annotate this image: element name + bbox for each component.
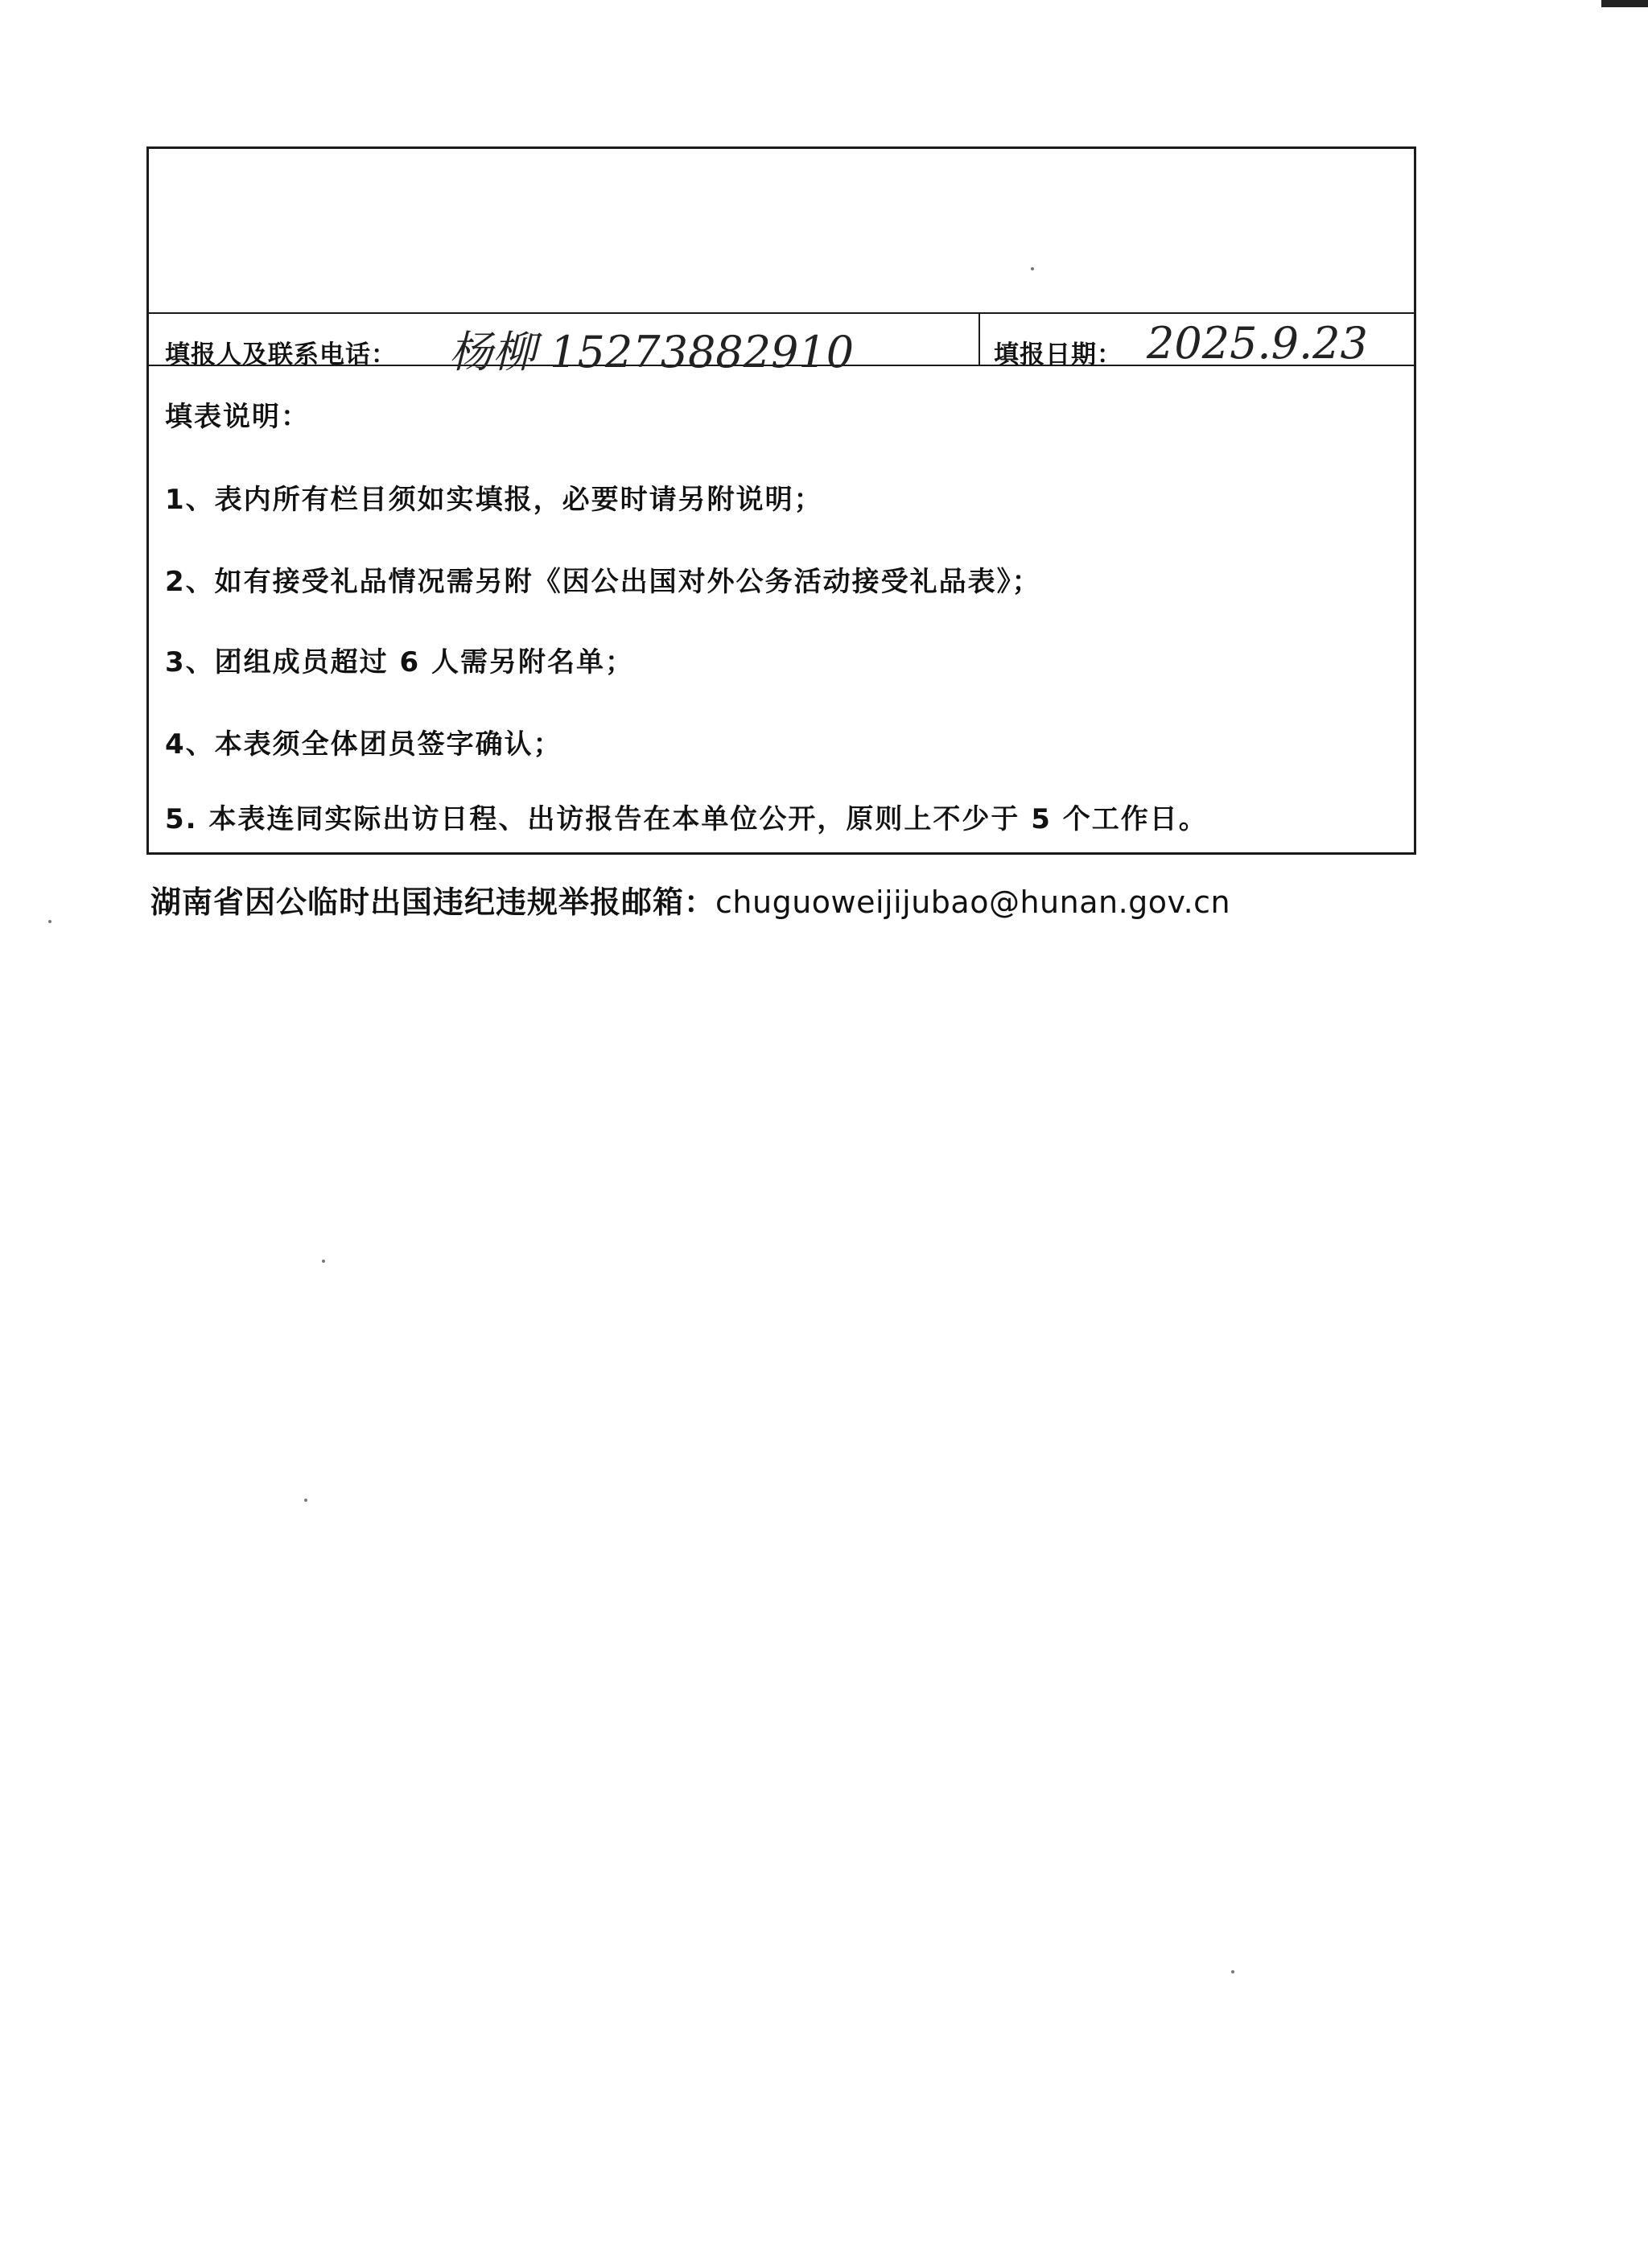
scan-speck [48,920,52,923]
filler-contact-label: 填报人及联系电话： [165,340,397,369]
note-item-4: 4、本表须全体团员签字确认； [165,728,562,761]
scan-speck [1031,267,1034,270]
note-item-1: 1、表内所有栏目须如实填报，必要时请另附说明； [165,484,823,516]
scan-edge-mark [1601,0,1648,7]
note-item-2: 2、如有接受礼品情况需另附《因公出国对外公务活动接受礼品表》； [165,566,1041,598]
scan-speck [322,1260,325,1263]
fill-date-label: 填报日期： [994,340,1123,369]
report-email-line [150,877,1230,922]
note-item-3: 3、团组成员超过 6 人需另附名单； [165,646,634,678]
note-item-5: 5. 本表连同实际出访日程、出访报告在本单位公开，原则上不少于 5 个工作日。 [165,803,1208,835]
filler-contact-handwritten: 杨柳 15273882910 [449,327,855,377]
report-email-label: 湖南省因公临时出国违纪违规举报邮箱： [150,885,716,920]
row-divider-top [149,312,1414,314]
report-form-table [146,146,1416,855]
notes-title: 填表说明： [165,401,310,433]
blank-content-cell [149,149,1414,315]
column-divider [978,312,980,365]
fill-date-handwritten: 2025.9.23 [1147,318,1368,369]
scan-speck [304,1499,307,1502]
report-email-address[interactable]: chuguoweijijubao@hunan.gov.cn [715,885,1231,920]
scan-speck [1231,1970,1234,1973]
